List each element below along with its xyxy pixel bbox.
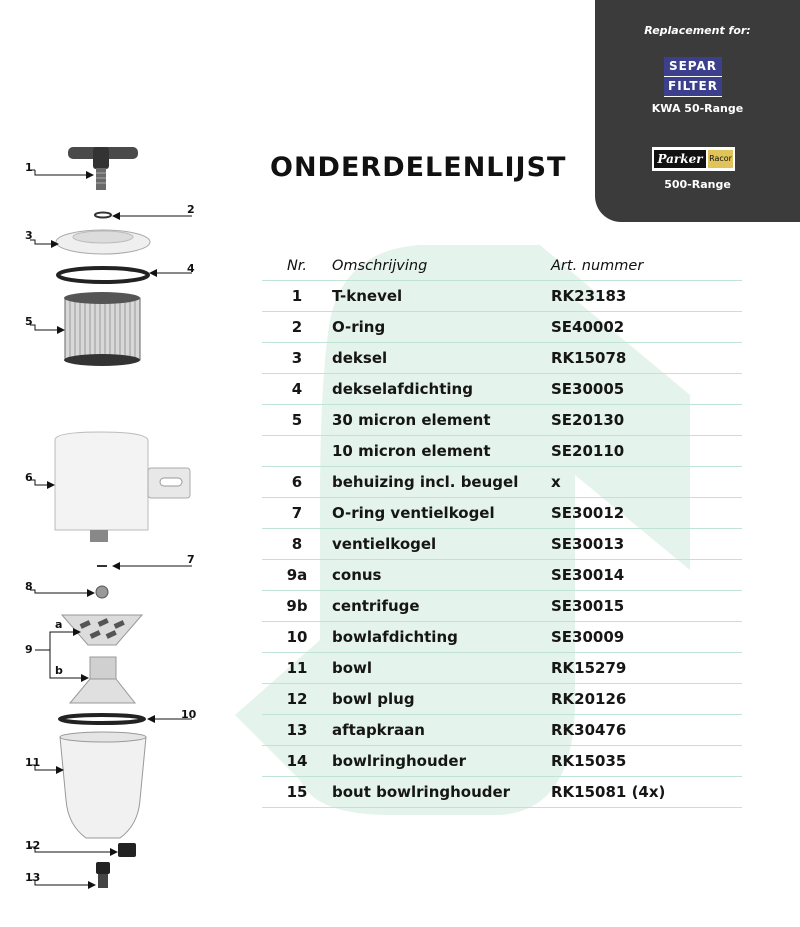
row-article-number: SE30013 [551,529,742,560]
row-article-number: SE20130 [551,405,742,436]
callout-label-5: 5 [25,315,33,328]
row-nr: 7 [262,498,332,529]
row-article-number: RK15035 [551,746,742,777]
row-description: bowl [332,653,551,684]
row-nr: 3 [262,343,332,374]
row-article-number: RK15279 [551,653,742,684]
row-description: deksel [332,343,551,374]
row-nr: 12 [262,684,332,715]
row-article-number: SE30015 [551,591,742,622]
table-row [262,560,742,591]
parker-range-label: 500-Range [664,178,731,191]
table-row [262,436,742,467]
table-row [262,343,742,374]
row-description: O-ring [332,312,551,343]
table-row [262,467,742,498]
callout-label-11: 11 [25,756,41,769]
parts-table [262,252,742,808]
callout-label-12: 12 [25,839,41,852]
row-article-number: RK15078 [551,343,742,374]
row-nr: 9a [262,560,332,591]
row-description: bowlafdichting [332,622,551,653]
table-row [262,746,742,777]
row-article-number: SE40002 [551,312,742,343]
callout-label-3: 3 [25,229,33,242]
row-nr: 15 [262,777,332,808]
row-description: bout bowlringhouder [332,777,551,808]
header-nr: Nr. [262,252,332,281]
row-nr: 13 [262,715,332,746]
t-knob-part [68,147,138,190]
cover-part [56,230,150,254]
exploded-parts-diagram [0,0,260,927]
table-row [262,529,742,560]
table-row [262,498,742,529]
parts-table-body [262,281,742,808]
callout-label-6: 6 [25,471,33,484]
row-description: O-ring ventielkogel [332,498,551,529]
housing-part [55,432,190,542]
row-article-number: SE30014 [551,560,742,591]
drain-valve-part [96,862,110,888]
row-description: centrifuge [332,591,551,622]
cone-part [62,615,142,645]
callout-label-4: 4 [187,262,195,275]
row-nr: 2 [262,312,332,343]
callout-label-1: 1 [25,161,33,174]
row-nr: 11 [262,653,332,684]
callout-label-9a: a [55,618,63,631]
small-o-ring-part [95,213,111,218]
table-row [262,281,742,312]
valve-ball-part [96,586,108,598]
row-article-number: SE30012 [551,498,742,529]
centrifuge-part [70,657,135,703]
filter-element-part [64,292,140,366]
callout-label-2: 2 [187,203,195,216]
callout-label-8: 8 [25,580,33,593]
row-description: T-knevel [332,281,551,312]
row-description: bowlringhouder [332,746,551,777]
separ-range-label: KWA 50-Range [651,102,744,115]
row-nr: 9b [262,591,332,622]
table-row [262,374,742,405]
callout-label-9: 9 [25,643,33,656]
parker-racor-logo [652,147,735,171]
row-article-number: RK30476 [551,715,742,746]
row-article-number: RK15081 (4x) [551,777,742,808]
callout-label-7: 7 [187,553,195,566]
table-row [262,715,742,746]
row-description: 30 micron element [332,405,551,436]
row-description: ventielkogel [332,529,551,560]
header-description: Omschrijving [332,252,551,281]
callout-label-10: 10 [181,708,197,721]
separ-logo-line2: FILTER [664,77,722,96]
separ-filter-logo [664,57,722,97]
table-row [262,312,742,343]
table-row [262,684,742,715]
bowl-part [60,732,146,838]
row-nr: 8 [262,529,332,560]
row-description: 10 micron element [332,436,551,467]
table-row [262,405,742,436]
bowl-gasket-part [60,715,144,723]
table-header-row [262,252,742,281]
table-row [262,777,742,808]
row-description: conus [332,560,551,591]
page-title: ONDERDELENLIJST [270,152,567,183]
row-nr: 10 [262,622,332,653]
row-description: bowl plug [332,684,551,715]
table-row [262,622,742,653]
table-row [262,653,742,684]
row-nr: 6 [262,467,332,498]
row-nr: 5 [262,405,332,436]
bowl-plug-part [118,843,136,857]
callout-label-13: 13 [25,871,41,884]
callout-label-9b: b [55,664,63,677]
row-description: aftapkraan [332,715,551,746]
cover-gasket-part [58,268,148,282]
row-article-number: SE30009 [551,622,742,653]
parker-logo-text: Parker [654,150,706,168]
row-article-number: SE20110 [551,436,742,467]
separ-logo-line1: SEPAR [664,57,722,76]
row-nr: 4 [262,374,332,405]
row-description: behuizing incl. beugel [332,467,551,498]
racor-logo-text: Racor [708,150,733,168]
replacement-badge [595,0,800,222]
table-row [262,591,742,622]
header-article-number: Art. nummer [551,252,742,281]
row-description: dekselafdichting [332,374,551,405]
row-article-number: SE30005 [551,374,742,405]
replacement-label: Replacement for: [644,24,751,37]
row-article-number: RK20126 [551,684,742,715]
row-article-number: x [551,467,742,498]
row-nr: 14 [262,746,332,777]
row-nr [262,436,332,467]
row-nr: 1 [262,281,332,312]
row-article-number: RK23183 [551,281,742,312]
